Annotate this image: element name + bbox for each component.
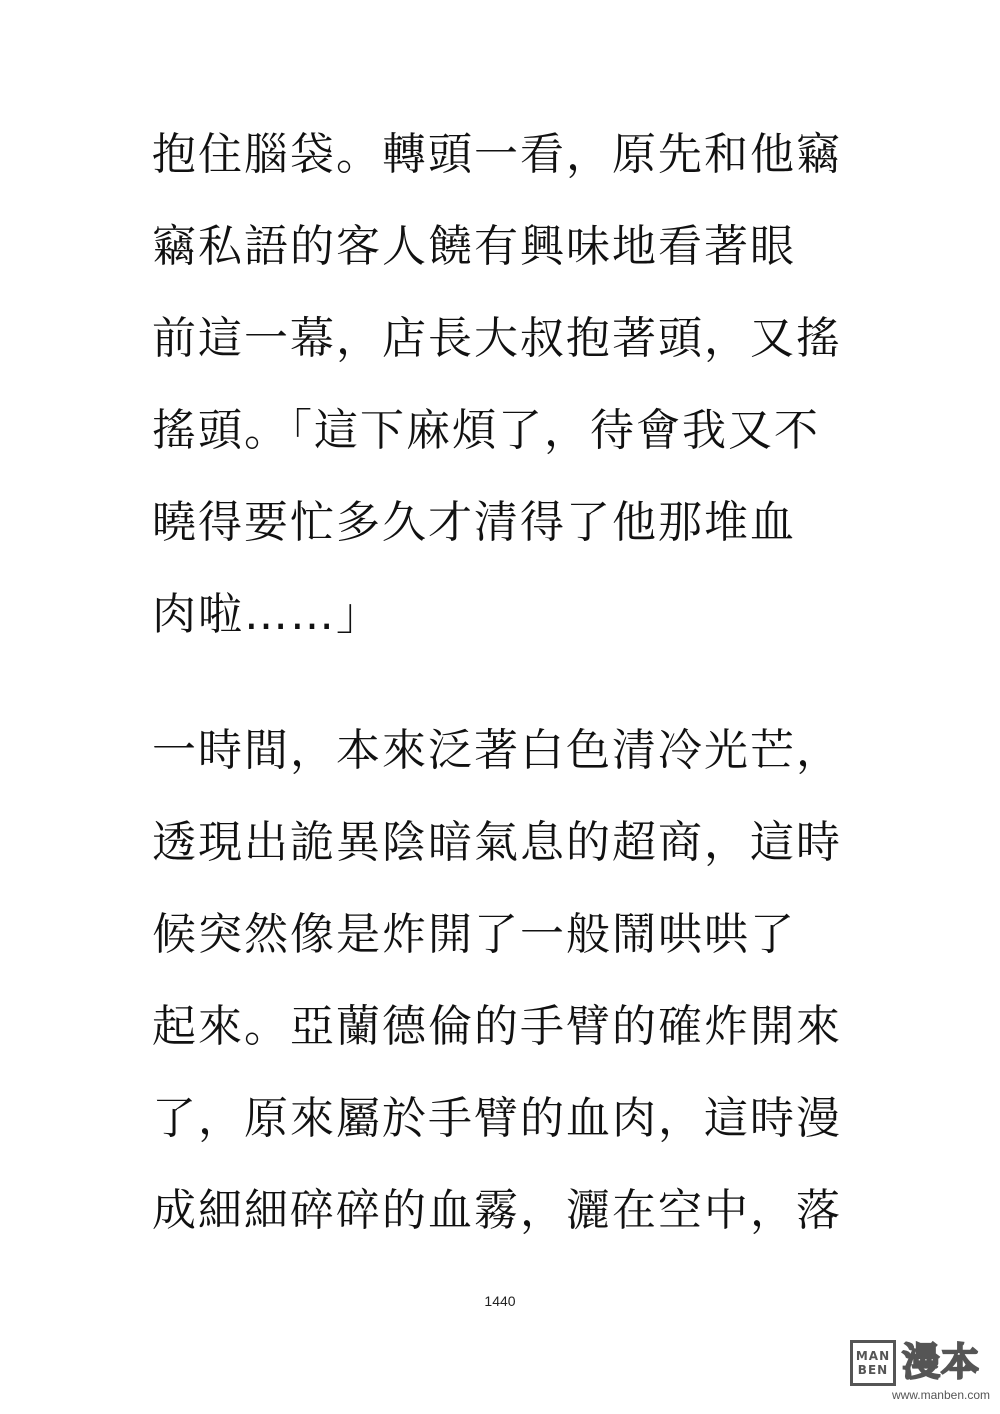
text-line: 透現出詭異陰暗氣息的超商，這時: [152, 817, 842, 868]
watermark-logo-top: MAN: [855, 1349, 891, 1363]
text-line: 成細細碎碎的血霧，灑在空中，落: [152, 1185, 842, 1236]
text-line: 曉得要忙多久才清得了他那堆血: [152, 497, 796, 548]
text-line: 一時間，本來泛著白色清冷光芒，: [152, 725, 842, 776]
watermark-url: www.manben.com: [891, 1388, 990, 1402]
paragraph-2: [152, 725, 872, 1281]
watermark: [850, 1336, 990, 1404]
paragraph-1: [152, 129, 872, 685]
text-line: 起來。亞蘭德倫的手臂的確炸開來: [152, 1001, 842, 1052]
watermark-title: 漫本: [902, 1340, 981, 1384]
watermark-logo: [850, 1340, 896, 1386]
watermark-logo-bottom: BEN: [857, 1363, 889, 1377]
text-line: 了，原來屬於手臂的血肉，這時漫: [152, 1093, 842, 1144]
text-line: 竊私語的客人饒有興味地看著眼: [152, 221, 796, 272]
page-number: 1440: [484, 1293, 516, 1309]
text-line: 候突然像是炸開了一般鬧哄哄了: [152, 909, 796, 960]
text-line: 前這一幕，店長大叔抱著頭，又搖: [152, 313, 842, 364]
text-line: 肉啦……」: [152, 589, 382, 640]
text-line: 抱住腦袋。轉頭一看，原先和他竊: [152, 129, 842, 180]
text-line: 搖頭。「這下麻煩了，待會我又不: [152, 405, 820, 456]
